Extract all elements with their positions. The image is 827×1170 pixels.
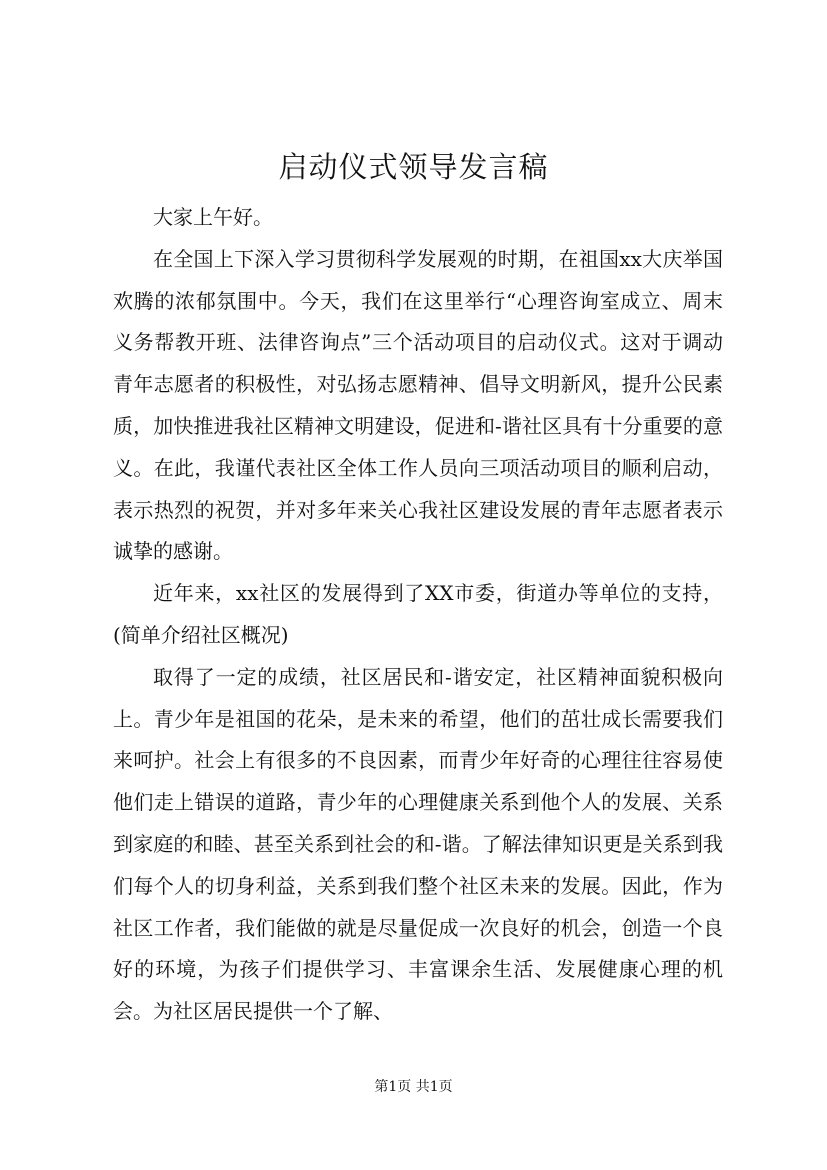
page-number-footer: 第1页 共1页 <box>374 1079 453 1095</box>
document-body <box>113 197 723 1033</box>
paragraph-greeting: 大家上午好。 <box>153 205 273 229</box>
paragraph-opening: 在全国上下深入学习贯彻科学发展观的时期，在祖国xx大庆举国欢腾的浓郁氛围中。今天，我们在这里举行“心理咨询室成立、周末义务帮教开班、法律咨询点”三个活动项目的启动仪式。这对于调动青年志愿者的积极性，对弘扬志愿精神、倡导文明新风，提升公民素质，加快推进我社区精神文明建设，促进和-谐社区具有十分重要的意义。在此，我谨代表社区全体工作人员向三项活动项目的顺利启动，表示热烈的祝贺，并对多年来关心我社区建设发展的青年志愿者表示诚挚的感谢。 <box>113 246 723 564</box>
paragraph-achievements: 取得了一定的成绩，社区居民和-谐安定，社区精神面貌积极向上。青少年是祖国的花朵，是未来的希望，他们的茁壮成长需要我们来呵护。社会上有很多的不良因素，而青少年好奇的心理往往容易使他们走上错误的道路，青少年的心理健康关系到他个人的发展、关系到家庭的和睦、甚至关系到社会的和-谐。了解法律知识更是关系到我们每个人的切身利益，关系到我们整个社区未来的发展。因此，作为社区工作者，我们能做的就是尽量促成一次良好的机会，创造一个良好的环境，为孩子们提供学习、丰富课余生活、发展健康心理的机会。为社区居民提供一个了解、 <box>113 664 723 1024</box>
paragraph-community-support: 近年来，xx社区的发展得到了XX市委，街道办等单位的支持，(简单介绍社区概况) <box>113 581 723 647</box>
document-title: 启动仪式领导发言稿 <box>278 150 549 184</box>
